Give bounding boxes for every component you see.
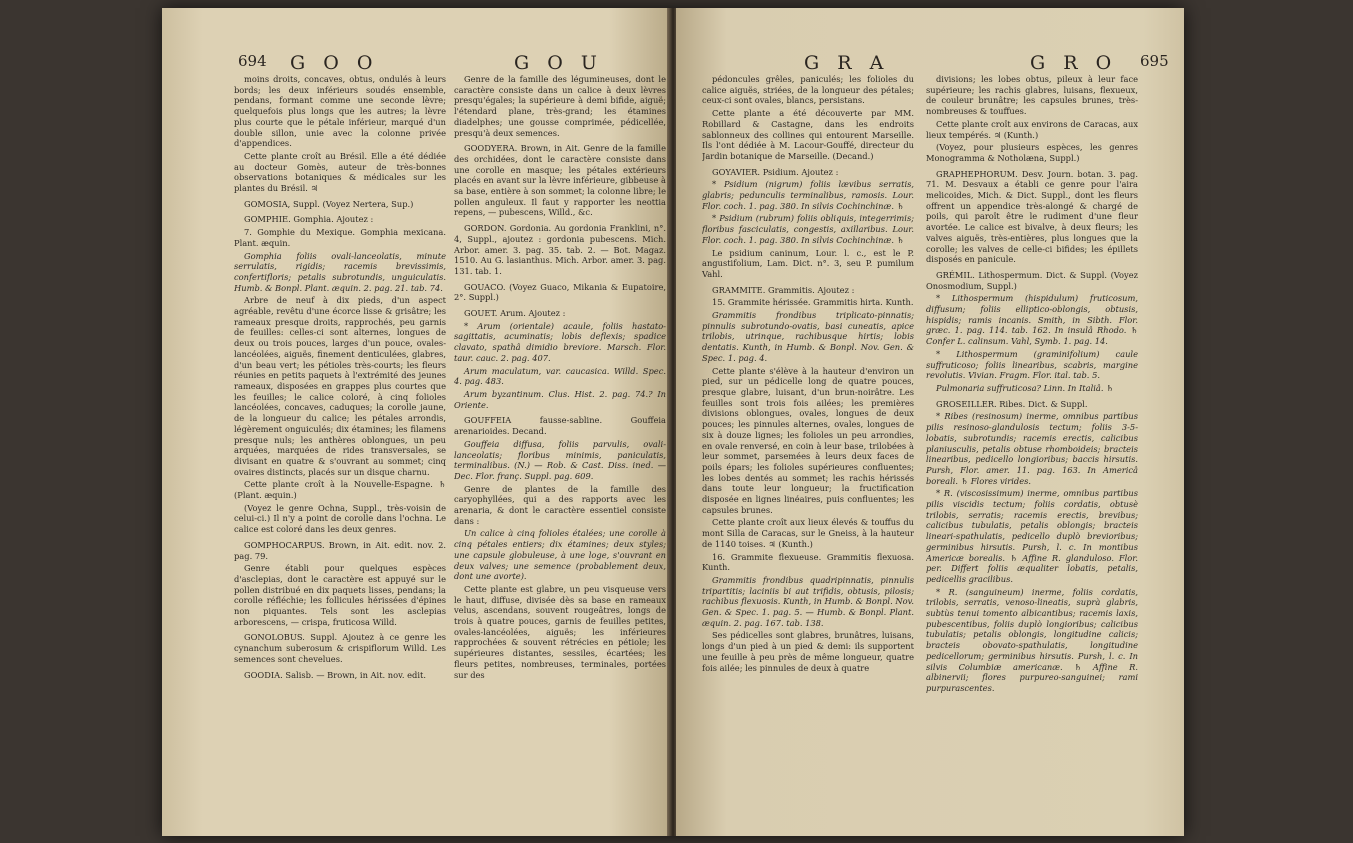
paragraph: * Psidium (rubrum) foliis obliquis, integerrimis; floribus fasciculatis, congestis, axillaribus. Lour. Flor. coch. 1. pag. 380. In silvis Cochinchinæ. ♄ [702,213,914,245]
paragraph: Genre de plantes de la famille des caryophyllées, qui a des rapports avec les arenaria, & dont le caractère essentiel consiste dans : [454,483,666,526]
right-page-column-1 [702,74,914,834]
right-page [676,8,1184,836]
paragraph: Ses pédicelles sont glabres, brunâtres, luisans, longs d'un pied à un pied & demi: ils supportent une feuille à peu près de même longueur, quatre fois ailée; les pinnules de deux à quatre [702,630,914,673]
paragraph: Cette plante croît aux environs de Caracas, aux lieux tempérés. ♃ (Kunth.) [926,118,1138,140]
paragraph: GORDON. Gordonia. Au gordonia Franklini, n°. 4, Suppl., ajoutez : gordonia pubescens. Mich. Arbor. amer. 3. pag. 35. tab. 2. — Bot. Magaz. 1510. Au G. lasianthus. Mich. Arbor. amer. 3. pag. 131. tab. 1. [454,223,666,276]
paragraph: Un calice à cinq folioles étalées; une corolle à cinq pétales entiers; dix étamines; deux styles; une capsule globuleuse, à une loge, s'ouvrant en deux valves; une semence (probablement deux, dont une avorte). [454,528,666,582]
paragraph: (Voyez, pour plusieurs espèces, les genres Monogramma & Notholæna, Suppl.) [926,142,1138,163]
paragraph: Cette plante a été découverte par MM. Robillard & Castagne, dans les endroits sablonneux des collines qui entourent Marseille. Ils l'ont dédiée à M. Lacour-Gouffé, directeur du Jardin botanique de Marseille. (Decand.) [702,108,914,161]
paragraph: * Lithospermum (graminifolium) caule suffruticoso; foliis linearibus, scabris, margine revolutis. Vivian. Fragm. Flor. ital. tab. 5. [926,348,1138,381]
running-head-right-col1: G R A [804,52,890,74]
paragraph: Cette plante croît aux lieux élevés & touffus du mont Silla de Caracas, sur le Gneiss, à la hauteur de 1140 toises. ♃ (Kunth.) [702,517,914,549]
paragraph: GOUET. Arum. Ajoutez : [464,308,566,319]
paragraph: (Voyez le genre Ochna, Suppl., très-voisin de celui-ci.) Il n'y a point de corolle dans l'ochna. Le calice est coloré dans les deux genres. [234,502,446,535]
paragraph: GRAPHEPHORUM. Desv. Journ. botan. 3. pag. 71. M. Desvaux a établi ce genre pour l'aira melicoides, Mich. & Dict. Suppl., dont les fleurs offrent un appendice très-alongé & chargé de poils, qui paroît être le rudiment d'une fleur avortée. Le calice est bivalve, à deux fleurs; les valves aiguës, très-entières, plus longues que la corolle; les valves de celle-ci bifides; les épillets disposés en panicule. [926,168,1138,265]
paragraph: GOUFFEIA fausse-sabline. Gouffeia arenarioides. Decand. [454,415,666,437]
right-page-column-2 [926,74,1138,834]
paragraph: * Psidium (nigrum) foliis lævibus serratis, glabris; pedunculis terminalibus, ramosis. Lour. Flor. coch. 1. pag. 380. In silvis Cochinchinæ. ♄ [702,179,914,211]
paragraph: GOMOSIA, Suppl. (Voyez Nertera, Sup.) [244,198,414,209]
paragraph: Gouffeia diffusa, foliis parvulis, ovali-lanceolatis; floribus minimis, paniculatis, terminalibus. (N.) — Rob. & Cast. Diss. ined. — Dec. Flor. franç. Suppl. pag. 609. [454,438,666,481]
paragraph: * Ribes (resinosum) inerme, omnibus partibus pilis resinoso-glandulosis tectum; foliis 3-5-lobatis, subrotundis; racemis erectis, calicibus planiusculis, petalis obtuse rhomboideis; bracteis linearibus, pedicello longioribus; baccis hirsutis. Pursh, Flor. amer. 11. pag. 163. In Americâ boreali. ♄ Flores virides. [926,411,1138,486]
page-number-right: 695 [1140,52,1169,70]
left-page-column-2 [454,74,666,834]
paragraph: Arum byzantinum. Clus. Hist. 2. pag. 74.? In Oriente. [454,388,666,410]
paragraph: Cette plante est glabre, un peu visqueuse vers le haut, diffuse, divisée dès sa base en rameaux velus, ascendans, souvent rougeâtres, longs de trois à quatre pouces, garnis de feuilles petites, ovales-lancéolées, aiguës; les inférieures rapprochées & souvent rétrécies en pétiole; les supérieures distantes, sessiles, écartées; les fleurs petites, nombreuses, terminales, portées sur des [454,583,666,680]
paragraph: Genre établi pour quelques espèces d'asclepias, dont le caractère est appuyé sur le pollen distribué en dix paquets lisses, pendans; la corolle réfléchie; les follicules hérissées d'épines non piquantes. Tels sont les asclepias arborescens, — crispa, fruticosa Willd. [234,563,446,627]
paragraph: Le psidium caninum, Lour. l. c., est le P. angustifolium, Lam. Dict. n°. 3, seu P. pumilum Vahl. [702,247,914,279]
paragraph: divisions; les lobes obtus, pileux à leur face supérieure; les rachis glabres, luisans, flexueux, de couleur brunâtre; les capsules brunes, très-nombreuses & touffues. [926,74,1138,117]
left-page-column-1 [234,74,446,834]
paragraph: * Arum (orientale) acaule, foliis hastato-sagittatis, acuminatis; lobis deflexis; spadice clavato, spathâ dimidio breviore. Marsch. Flor. taur. cauc. 2. pag. 407. [454,320,666,363]
paragraph: GRAMMITE. Grammitis. Ajoutez : [712,284,855,295]
paragraph: Arbre de neuf à dix pieds, d'un aspect agréable, revêtu d'une écorce lisse & grisâtre; les rameaux presque droits, rapprochés, peu garnis de feuilles: celles-ci sont alternes, longues de deux ou trois pouces, larges d'un pouce, ovales-lancéolées, aiguës, finement denticulées, glabres, d'un beau vert; les pétioles très-courts; les fleurs réunies en petits paquets à l'extrémité des jeunes rameaux, disposées en grappes plus courtes que les feuilles; le calice coloré, à cinq folioles lancéolées, concaves, caduques; la corolle jaune, de la longueur du calice; les pétales arrondis, légèrement onguiculés; dix étamines; les filamens presque nuls; les anthères oblongues, un peu arquées, marquées de rides transversales, se divisant en quatre & s'ouvrant au sommet; cinq ovaires distincts, placés sur un disque charnu. [234,295,446,477]
paragraph: GROSEILLER. Ribes. Dict. & Suppl. [936,398,1088,409]
paragraph: GOODYERA. Brown, in Ait. Genre de la famille des orchidées, dont le caractère consiste dans une corolle en masque; les pétales extérieurs placés en avant sur la lèvre inférieure, gibbeuse à sa base, entière à son sommet; la colonne libre; le pollen anguleux. Il faut y rapporter les neottia repens, — pubescens, Willd., &c. [454,143,666,218]
paragraph: Pulmonaria suffruticosa? Linn. In Italiâ. ♄ [936,382,1114,393]
paragraph: Grammitis frondibus quadripinnatis, pinnulis tripartitis; laciniis bi aut trifidis, obtusis, pilosis; rachibus flexuosis. Kunth, in Humb. & Bonpl. Nov. Gen. & Spec. 1. pag. 5. — Humb. & Bonpl. Plant. æquin. 2. pag. 167. tab. 138. [702,574,914,628]
paragraph: GONOLOBUS. Suppl. Ajoutez à ce genre les cynanchum suberosum & crispiflorum Willd. Les semences sont chevelues. [234,632,446,664]
paragraph: Cette plante croît au Brésil. Elle a été dédiée au docteur Gomès, auteur de très-bonnes observations botaniques & médicales sur les plantes du Brésil. ♃ [234,150,446,194]
page-number-left: 694 [238,52,267,70]
paragraph: 7. Gomphie du Mexique. Gomphia mexicana. Plant. æquin. [234,227,446,248]
paragraph: Cette plante s'élève à la hauteur d'environ un pied, sur un pédicelle long de quatre pouces, presque glabre, luisant, d'un brun-noirâtre. Les feuilles sont trois fois ailées; les premières divisions oblongues, ovales, longues de deux pouces; les pinnules alternes, ovales, longues de six à douze lignes; les folioles un peu arrondies, en ovale renversé, en coin à leur base, trilobées à leur sommet, parsemées à leurs deux faces de poils épars; les folioles supérieures confluentes; les lobes dentés au sommet; les rachis hérissés dans toute leur longueur; la fructification disposée en lignes linéaires, puis confluentes; les capsules brunes. [702,365,914,515]
paragraph: GRÉMIL. Lithospermum. Dict. & Suppl. (Voyez Onosmodium, Suppl.) [926,269,1138,291]
paragraph: GOMPHIE. Gomphia. Ajoutez : [244,214,374,225]
paragraph: * Lithospermum (hispidulum) fruticosum, diffusum; foliis elliptico-oblongis, obtusis, hispidis; ramis incanis. Smith, in Sibth. Flor. græc. 1. pag. 114. tab. 162. In insulâ Rhodo. ♄ Confer L. calinsum. Vahl, Symb. 1. pag. 14. [926,293,1138,347]
paragraph: Cette plante croît à la Nouvelle-Espagne. ♄ (Plant. æquin.) [234,479,446,501]
paragraph: * R. (sanguineum) inerme, foliis cordatis, trilobis, serratis, venoso-lineatis, suprà glabris, subtùs tenui tomento albicantibus; racemis laxis, pubescentibus, foliis duplò longioribus; calicibus tubulatis; petalis oblongis, longitudine calicis; bracteis obovato-spathulatis, longitudine pedicellorum; germinibus hirsutis. Pursh, l. c. In silvis Columbiæ americanæ. ♄ Affine R. albinervii; flores purpureo-sanguinei; rami purpurascentes. [926,586,1138,693]
paragraph: 15. Grammite hérissée. Grammitis hirta. Kunth. [712,297,914,308]
paragraph: * R. (viscosissimum) inerme, omnibus partibus pilis viscidis tectum; foliis cordatis, obtusè trilobis, serratis; racemis erectis, brevibus; calicibus tubulatis, petalis oblongis; bracteis lineari-spathulatis, pedicello duplò brevioribus; germinibus hirsutis. Pursh, l. c. In montibus Americæ borealis. ♄ Affine R. glanduloso. Flor. per. Differt foliis æqualiter lobatis, petalis, pedicellis gracilibus. [926,488,1138,584]
paragraph: GOUACO. (Voyez Guaco, Mikania & Eupatoire, 2°. Suppl.) [454,281,666,303]
running-head-left-col1: G O O [290,52,379,74]
paragraph: Genre de la famille des légumineuses, dont le caractère consiste dans un calice à deux lèvres presqu'égales; la supérieure à demi bifide, aiguë; l'étendard plane, très-grand; les étamines diadelphes; une gousse comprimée, pédicellée, presqu'à deux semences. [454,74,666,138]
paragraph: moins droits, concaves, obtus, ondulés à leurs bords; les deux inférieurs soudés ensemble, pendans, formant comme une seconde lèvre; quelquefois plus longs que les autres; la lèvre plus courte que le pétale inférieur, marqué d'un double sillon, unie avec la colonne privée d'appendices. [234,74,446,149]
paragraph: Grammitis frondibus triplicato-pinnatis; pinnulis subrotundo-ovatis, basi cuneatis, apice trilobis, utrinque, rachibusque hirtis; lobis dentatis. Kunth, in Humb. & Bonpl. Nov. Gen. & Spec. 1. pag. 4. [702,310,914,363]
paragraph: Gomphia foliis ovali-lanceolatis, minute serrulatis, rigidis; racemis brevissimis, confertifloris; petalis subrotundis, unguiculatis. Humb. & Bonpl. Plant. æquin. 2. pag. 21. tab. 74. [234,250,446,293]
running-head-right-col2: G R O [1030,52,1118,74]
paragraph: Arum maculatum, var. caucasica. Willd. Spec. 4. pag. 483. [454,365,666,387]
book-spread [162,8,1184,836]
paragraph: GOODIA. Salisb. — Brown, in Ait. nov. edit. [244,669,426,680]
running-head-left-col2: G O U [514,52,603,74]
paragraph: pédoncules grêles, paniculés; les folioles du calice aiguës, striées, de la longueur des pétales; ceux-ci sont ovales, blancs, persistans. [702,74,914,106]
left-page [162,8,670,836]
paragraph: GOMPHOCARPUS. Brown, in Ait. edit. nov. 2. pag. 79. [234,539,446,561]
paragraph: 16. Grammite flexueuse. Grammitis flexuosa. Kunth. [702,551,914,573]
paragraph: GOYAVIER. Psidium. Ajoutez : [712,166,839,177]
